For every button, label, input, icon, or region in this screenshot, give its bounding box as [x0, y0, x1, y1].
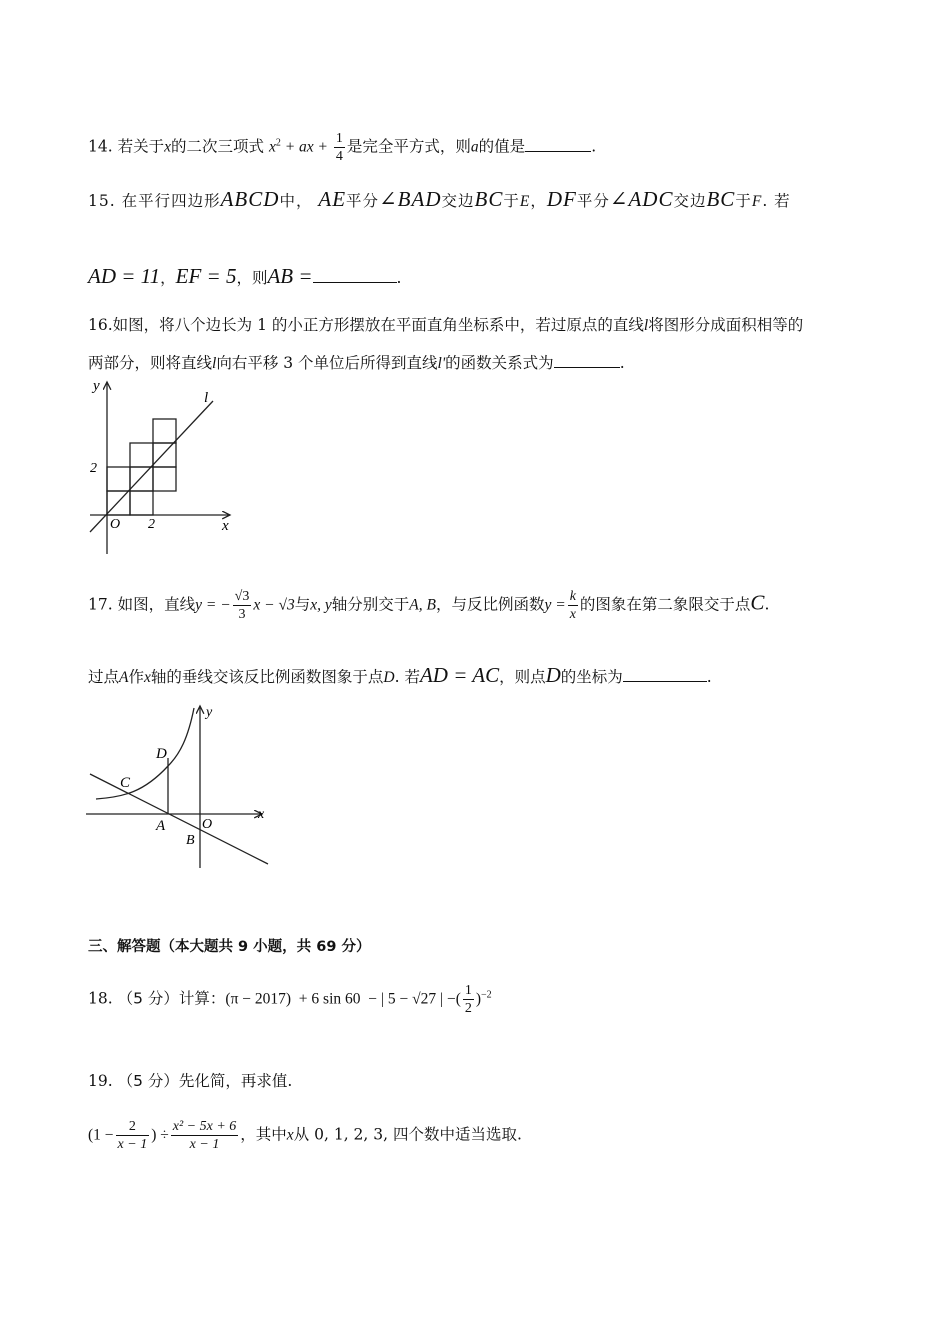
fraction-sqrt3-over-3: $\frac{√3}{3}$ — [234, 589, 250, 622]
question-19-expression: (1 − $\frac{2}{x - 1}$ ) ÷ $\frac{\text{x² − 5x + 6}}{x - 1}$ ，其中x从 0, 1, 2, 3, 四个数中适当选取. — [88, 1119, 522, 1152]
fraction-one-half: $\frac{1}{2}$ — [464, 983, 472, 1016]
label-l: l — [204, 390, 209, 406]
label-origin: O — [110, 517, 121, 532]
section-3-heading: 三、解答题（本大题共 9 小题，共 69 分） — [88, 939, 371, 955]
question-17-line-2: 过点A作x轴的垂线交该反比例函数图象于点D. 若AD = AC，则点D的坐标为 . — [88, 663, 712, 687]
fraction-k-over-x: $\frac{k}{x}$ — [569, 589, 576, 622]
label-o: O — [202, 817, 213, 832]
tick-x-2: 2 — [148, 517, 155, 532]
label-y: y — [93, 378, 100, 394]
question-14: 14. 若关于x的二次三项式 $x^2$ + ax + $\frac{1}{4}$ 是完全平方式，则a的值是 . — [88, 131, 597, 164]
figure-q16-squares-grid — [80, 374, 240, 559]
label-x: x — [258, 807, 265, 822]
label-y: y — [206, 705, 213, 720]
answer-blank-15[interactable] — [313, 268, 397, 283]
fraction-2-over-x-minus-1: $\frac{2}{x - 1}$ — [117, 1119, 148, 1152]
fraction-quadratic-over-x-minus-1: $\frac{\text{x² − 5x + 6}}{x - 1}$ — [172, 1119, 237, 1152]
tick-y-2: 2 — [90, 461, 97, 476]
figure-q17-line-hyperbola — [84, 702, 280, 874]
question-16: 16.如图，将八个边长为 1 的小正方形摆放在平面直角坐标系中，若过原点的直线l将图形分成面积相等的 — [88, 316, 804, 334]
label-x: x — [222, 518, 229, 534]
fraction-one-quarter: $\frac{1}{4}$ — [335, 131, 343, 164]
question-15-condition: AD = 11，EF = 5，则AB = . — [88, 264, 402, 288]
question-16-line-2: 两部分，则将直线l向右平移 3 个单位后所得到直线l'的函数关系式为 . — [88, 354, 625, 372]
answer-blank-14[interactable] — [525, 137, 591, 152]
label-c: C — [120, 775, 131, 791]
label-a: A — [156, 818, 166, 834]
hyperbola-branch — [96, 708, 194, 799]
question-15: 15. 在平行四边形ABCD中， AE平分∠BAD交边BC于E，DF平分∠ADC交边BC于F. 若 — [88, 187, 791, 211]
question-17: 17. 如图，直线y = − $\frac{√3}{3}$ x − √3与x, y轴分别交于A, B，与反比例函数y = $\frac{k}{x}$ 的图象在第二象限交于点C. — [88, 589, 770, 622]
label-d: D — [156, 746, 167, 762]
answer-blank-17[interactable] — [623, 667, 707, 682]
label-b: B — [186, 833, 195, 848]
question-18: 18. （5 分）计算：(π − 2017) + 6 sin 60 − | 5 − √27 | −( $\frac{1}{2}$ )$^{-2}$ — [88, 983, 492, 1016]
line-ab — [90, 774, 268, 864]
small-squares — [107, 419, 176, 515]
answer-blank-16[interactable] — [554, 353, 620, 368]
question-19: 19. （5 分）先化简，再求值. — [88, 1072, 293, 1090]
